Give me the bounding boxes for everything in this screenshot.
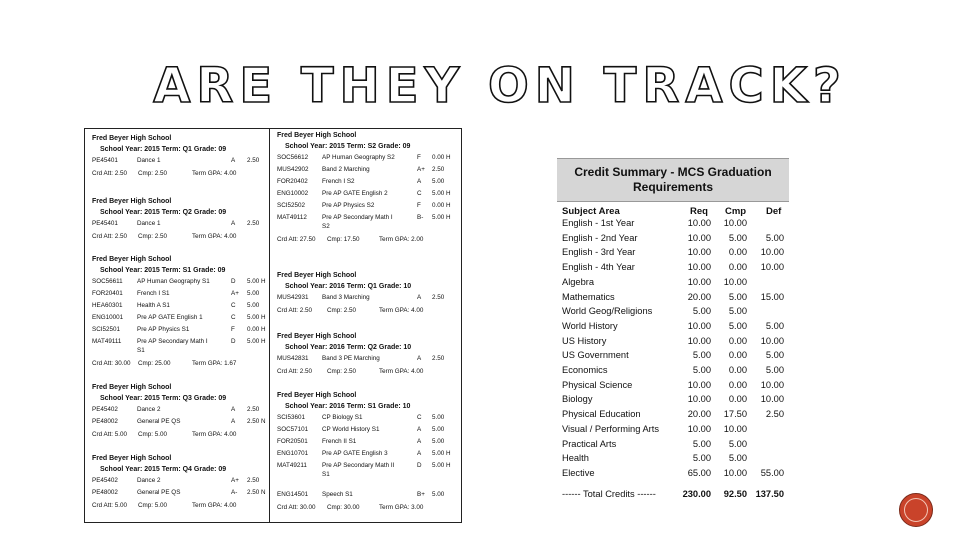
- course-code: FOR20402: [277, 178, 308, 185]
- course-row: [92, 303, 268, 311]
- col-header-req: Req: [690, 206, 708, 217]
- course-grade: A: [417, 438, 422, 445]
- term-heading: School Year: 2015 Term: S2 Grade: 09: [285, 143, 411, 150]
- course-name: Pre AP Secondary Math II: [322, 462, 395, 469]
- course-name: Dance 2: [137, 406, 161, 413]
- course-credits: 5.00 H: [432, 190, 451, 197]
- school-name: Fred Beyer High School: [92, 256, 172, 263]
- credits-completed: Cmp: 2.50: [327, 307, 357, 314]
- course-code: SCI52501: [92, 326, 121, 333]
- credits-attempted: Crd Att: 5.00: [92, 431, 128, 438]
- course-name: Band 3 PE Marching: [322, 355, 380, 362]
- subject-area: Physical Science: [562, 379, 633, 390]
- deficit-credits: 15.00: [760, 291, 784, 302]
- course-row: [277, 295, 460, 303]
- credits-completed: Cmp: 5.00: [138, 431, 168, 438]
- completed-credits: 5.00: [728, 291, 747, 302]
- course-grade: A: [417, 294, 422, 301]
- credits-attempted: Crd Att: 2.50: [277, 368, 313, 375]
- course-name: Dance 1: [137, 220, 161, 227]
- course-name: Pre AP Physics S1: [137, 326, 190, 333]
- course-row-continued: [277, 224, 460, 232]
- total-label: ------ Total Credits ------: [562, 488, 656, 499]
- course-name-continued: S1: [137, 347, 145, 354]
- subject-area: Mathematics: [562, 291, 615, 302]
- completed-credits: 17.50: [723, 409, 747, 420]
- course-grade: A-: [231, 489, 238, 496]
- completed-credits: 0.00: [728, 335, 747, 346]
- credit-summary-title: Credit Summary - MCS Graduation: [574, 165, 772, 179]
- course-credits: 5.00: [432, 414, 445, 421]
- deficit-credits: 10.00: [760, 394, 784, 405]
- credit-row: [562, 262, 788, 277]
- credit-total-row: [562, 489, 788, 504]
- required-credits: 20.00: [687, 291, 711, 302]
- course-code: MAT49111: [92, 338, 122, 345]
- required-credits: 10.00: [687, 320, 711, 331]
- credit-summary-header: [557, 158, 789, 202]
- deficit-credits: 10.00: [760, 262, 784, 273]
- required-credits: 10.00: [687, 262, 711, 273]
- credit-row: [562, 468, 788, 483]
- required-credits: 10.00: [687, 394, 711, 405]
- course-name: Speech S1: [322, 491, 353, 498]
- course-code: FOR20501: [277, 438, 308, 445]
- course-name: Pre AP GATE English 1: [137, 314, 203, 321]
- term-heading: School Year: 2016 Term: S1 Grade: 10: [285, 403, 411, 410]
- course-row: [92, 478, 268, 486]
- course-name: AP Human Geography S1: [137, 278, 210, 285]
- course-row: [92, 327, 268, 335]
- course-code: MUS42902: [277, 166, 309, 173]
- course-code: ENG10001: [92, 314, 124, 321]
- course-name: Pre AP Physics S2: [322, 202, 375, 209]
- course-code: PE45401: [92, 220, 118, 227]
- school-name: Fred Beyer High School: [92, 135, 172, 142]
- completed-credits: 0.00: [728, 365, 747, 375]
- credits-attempted: Crd Att: 30.00: [277, 504, 316, 511]
- course-grade: A: [231, 157, 236, 164]
- required-credits: 20.00: [687, 409, 711, 420]
- course-row: [277, 451, 460, 459]
- course-row: [92, 315, 268, 323]
- required-credits: 5.00: [692, 306, 711, 317]
- credit-row: [562, 380, 788, 395]
- credit-row: [562, 247, 788, 262]
- required-credits: 5.00: [692, 453, 711, 464]
- term-gpa: Term GPA: 3.00: [379, 504, 424, 511]
- course-credits: 2.50: [432, 294, 445, 301]
- term-gpa: Term GPA: 2.00: [379, 236, 424, 243]
- course-name: CP Biology S1: [322, 414, 363, 421]
- credit-row: [562, 306, 788, 321]
- required-credits: 10.00: [687, 335, 711, 346]
- course-code: ENG14501: [277, 491, 309, 498]
- course-row: [92, 221, 268, 229]
- required-credits: 10.00: [687, 247, 711, 258]
- total-required: 230.00: [682, 488, 711, 499]
- course-grade: B-: [417, 214, 424, 221]
- course-credits: 2.50 N: [247, 489, 266, 496]
- credits-attempted: Crd Att: 30.00: [92, 360, 131, 367]
- completed-credits: 10.00: [723, 467, 747, 478]
- course-grade: A+: [231, 290, 239, 297]
- total-deficit: 137.50: [755, 488, 784, 499]
- course-row: [92, 158, 268, 166]
- page-title: ARE THEY ON TRACK?: [153, 58, 847, 114]
- course-credits: 5.00 H: [247, 278, 266, 285]
- course-grade: A: [231, 406, 236, 413]
- required-credits: 10.00: [687, 232, 711, 243]
- course-credits: 2.50: [247, 157, 260, 164]
- course-row: [277, 427, 460, 435]
- school-name: Fred Beyer High School: [277, 392, 357, 399]
- credit-row: [562, 336, 788, 351]
- course-row-continued: [277, 472, 460, 480]
- col-header-cmp: Cmp: [725, 206, 747, 217]
- credit-summary-subtitle: Requirements: [632, 180, 714, 194]
- course-code: PE45401: [92, 157, 118, 164]
- completed-credits: 5.00: [728, 232, 747, 243]
- completed-credits: 0.00: [728, 394, 747, 405]
- subject-area: English - 1st Year: [562, 218, 635, 228]
- credits-attempted: Crd Att: 27.50: [277, 236, 316, 243]
- col-header-def: Def: [766, 206, 782, 217]
- credits-completed: Cmp: 17.50: [327, 236, 360, 243]
- course-credits: 5.00: [247, 290, 260, 297]
- credit-row: [562, 321, 788, 336]
- credits-completed: Cmp: 30.00: [327, 504, 360, 511]
- credits-attempted: Crd Att: 2.50: [92, 170, 128, 177]
- credits-attempted: Crd Att: 2.50: [277, 307, 313, 314]
- term-gpa: Term GPA: 4.00: [379, 368, 424, 375]
- course-grade: A: [231, 418, 236, 425]
- course-grade: C: [417, 190, 422, 197]
- course-name: Band 3 Marching: [322, 294, 370, 301]
- required-credits: 10.00: [687, 423, 711, 434]
- term-gpa: Term GPA: 4.00: [192, 170, 237, 177]
- term-gpa: Term GPA: 4.00: [379, 307, 424, 314]
- term-gpa: Term GPA: 4.00: [192, 233, 237, 240]
- subject-area: Visual / Performing Arts: [562, 423, 659, 434]
- course-grade: A: [417, 178, 422, 185]
- completed-credits: 0.00: [728, 350, 747, 361]
- course-row: [277, 179, 460, 187]
- subject-area: World Geog/Religions: [562, 306, 653, 317]
- course-row: [277, 191, 460, 199]
- completed-credits: 5.00: [728, 438, 747, 449]
- course-code: FOR20401: [92, 290, 123, 297]
- required-credits: 10.00: [687, 218, 711, 228]
- school-name: Fred Beyer High School: [92, 198, 172, 205]
- school-name: Fred Beyer High School: [92, 384, 172, 391]
- course-code: SCI52502: [277, 202, 306, 209]
- credits-completed: Cmp: 2.50: [138, 233, 168, 240]
- course-code: ENG10002: [277, 190, 309, 197]
- term-heading: School Year: 2015 Term: Q4 Grade: 09: [100, 466, 227, 473]
- course-credits: 5.00: [432, 178, 445, 185]
- course-credits: 0.00 H: [432, 202, 451, 209]
- term-heading: School Year: 2015 Term: Q3 Grade: 09: [100, 395, 227, 402]
- course-credits: 2.50: [247, 220, 260, 227]
- course-grade: D: [417, 462, 422, 469]
- course-credits: 5.00 H: [432, 214, 451, 221]
- credit-row: [562, 292, 788, 307]
- deficit-credits: 10.00: [760, 247, 784, 258]
- deficit-credits: 5.00: [765, 350, 784, 361]
- credit-row: [562, 277, 788, 292]
- credits-attempted: Crd Att: 5.00: [92, 502, 128, 509]
- subject-area: Practical Arts: [562, 438, 617, 449]
- course-code: SOC57101: [277, 426, 309, 433]
- course-row: [277, 167, 460, 175]
- course-row: [92, 339, 268, 347]
- course-name: Dance 1: [137, 157, 161, 164]
- credit-row: [562, 233, 788, 248]
- course-credits: 5.00: [247, 302, 260, 309]
- course-grade: A+: [231, 477, 239, 484]
- course-credits: 2.50: [432, 166, 445, 173]
- completed-credits: 0.00: [728, 247, 747, 258]
- course-code: ENG10701: [277, 450, 309, 457]
- required-credits: 10.00: [687, 379, 711, 390]
- school-name: Fred Beyer High School: [277, 272, 357, 279]
- course-name: French II S1: [322, 438, 357, 445]
- course-grade: F: [231, 326, 235, 333]
- course-name: French I S2: [322, 178, 355, 185]
- course-name: Pre AP GATE English 3: [322, 450, 388, 457]
- credit-row: [562, 453, 788, 468]
- col-header-subject: Subject Area: [562, 206, 620, 217]
- course-credits: 5.00 H: [432, 462, 451, 469]
- subject-area: US History: [562, 335, 607, 346]
- course-credits: 5.00 H: [247, 314, 266, 321]
- course-name: Dance 2: [137, 477, 161, 484]
- required-credits: 5.00: [692, 438, 711, 449]
- course-grade: D: [231, 278, 236, 285]
- credits-completed: Cmp: 2.50: [138, 170, 168, 177]
- subject-area: US Government: [562, 350, 629, 361]
- subject-area: English - 3rd Year: [562, 247, 636, 258]
- credits-completed: Cmp: 25.00: [138, 360, 171, 367]
- transcript-document: [84, 128, 462, 523]
- course-row: [92, 490, 268, 498]
- term-gpa: Term GPA: 4.00: [192, 502, 237, 509]
- subject-area: Elective: [562, 467, 595, 478]
- course-grade: A: [231, 220, 236, 227]
- course-row: [277, 492, 460, 500]
- subject-area: English - 2nd Year: [562, 232, 638, 243]
- term-gpa: Term GPA: 4.00: [192, 431, 237, 438]
- total-completed: 92.50: [723, 488, 747, 499]
- course-name: Pre AP GATE English 2: [322, 190, 388, 197]
- school-seal-icon: [899, 493, 933, 527]
- course-grade: A: [417, 355, 422, 362]
- course-name: Pre AP Secondary Math I: [137, 338, 208, 345]
- course-name: General PE QS: [137, 418, 181, 425]
- course-grade: F: [417, 154, 421, 161]
- term-heading: School Year: 2016 Term: Q2 Grade: 10: [285, 344, 412, 351]
- credits-completed: Cmp: 5.00: [138, 502, 168, 509]
- course-row: [92, 419, 268, 427]
- course-credits: 5.00 H: [432, 450, 451, 457]
- course-code: HEA60301: [92, 302, 123, 309]
- course-name: Health A S1: [137, 302, 170, 309]
- course-credits: 2.50 N: [247, 418, 266, 425]
- course-grade: A: [417, 450, 422, 457]
- course-name-continued: S1: [322, 471, 330, 478]
- term-heading: School Year: 2015 Term: S1 Grade: 09: [100, 267, 226, 274]
- course-credits: 5.00 H: [247, 338, 266, 345]
- course-row: [277, 203, 460, 211]
- credit-row: [562, 365, 788, 380]
- course-grade: B+: [417, 491, 425, 498]
- completed-credits: 0.00: [728, 262, 747, 273]
- course-code: MAT49211: [277, 462, 307, 469]
- deficit-credits: 2.50: [765, 409, 784, 420]
- course-credits: 2.50: [247, 406, 260, 413]
- course-row: [92, 407, 268, 415]
- course-credits: 2.50: [247, 477, 260, 484]
- completed-credits: 10.00: [723, 276, 747, 287]
- subject-area: World History: [562, 320, 618, 331]
- deficit-credits: 5.00: [765, 232, 784, 243]
- course-name: Band 2 Marching: [322, 166, 370, 173]
- school-name: Fred Beyer High School: [92, 455, 172, 462]
- course-grade: C: [231, 302, 236, 309]
- subject-area: Algebra: [562, 276, 595, 287]
- course-code: PE45402: [92, 406, 118, 413]
- completed-credits: 10.00: [723, 218, 747, 228]
- course-credits: 2.50: [432, 355, 445, 362]
- deficit-credits: 5.00: [765, 320, 784, 331]
- completed-credits: 5.00: [728, 306, 747, 317]
- credit-row: [562, 350, 788, 365]
- deficit-credits: 10.00: [760, 379, 784, 390]
- course-credits: 0.00 H: [432, 154, 451, 161]
- course-row: [92, 291, 268, 299]
- credit-row: [562, 424, 788, 439]
- deficit-credits: 10.00: [760, 335, 784, 346]
- course-name: Pre AP Secondary Math I: [322, 214, 393, 221]
- course-grade: A+: [417, 166, 425, 173]
- term-heading: School Year: 2016 Term: Q1 Grade: 10: [285, 283, 412, 290]
- course-grade: C: [231, 314, 236, 321]
- term-heading: School Year: 2015 Term: Q2 Grade: 09: [100, 209, 227, 216]
- completed-credits: 5.00: [728, 453, 747, 464]
- course-row: [92, 279, 268, 287]
- course-credits: 5.00: [432, 491, 445, 498]
- course-code: SCI53601: [277, 414, 306, 421]
- course-name: French I S1: [137, 290, 170, 297]
- credit-summary-table: [557, 158, 789, 510]
- completed-credits: 5.00: [728, 320, 747, 331]
- course-credits: 5.00: [432, 438, 445, 445]
- course-grade: C: [417, 414, 422, 421]
- course-grade: D: [231, 338, 236, 345]
- subject-area: Physical Education: [562, 409, 641, 420]
- course-row: [277, 356, 460, 364]
- credit-row: [562, 409, 788, 424]
- transcript-column-left: [85, 129, 270, 522]
- course-grade: F: [417, 202, 421, 209]
- course-code: SOC56611: [92, 278, 123, 285]
- course-code: MAT49112: [277, 214, 307, 221]
- transcript-column-right: [270, 129, 461, 522]
- deficit-credits: 55.00: [760, 467, 784, 478]
- course-row: [277, 155, 460, 163]
- course-row-continued: [92, 348, 268, 356]
- course-name: CP World History S1: [322, 426, 380, 433]
- subject-area: Biology: [562, 394, 593, 405]
- course-credits: 5.00: [432, 426, 445, 433]
- course-code: PE45402: [92, 477, 118, 484]
- course-code: MUS42931: [277, 294, 309, 301]
- credits-attempted: Crd Att: 2.50: [92, 233, 128, 240]
- term-heading: School Year: 2015 Term: Q1 Grade: 09: [100, 146, 227, 153]
- deficit-credits: 5.00: [765, 365, 784, 375]
- subject-area: Economics: [562, 365, 608, 375]
- course-credits: 0.00 H: [247, 326, 266, 333]
- completed-credits: 0.00: [728, 379, 747, 390]
- required-credits: 5.00: [692, 365, 711, 375]
- course-row: [277, 415, 460, 423]
- subject-area: English - 4th Year: [562, 262, 635, 273]
- course-code: SOC56612: [277, 154, 309, 161]
- course-name: AP Human Geography S2: [322, 154, 395, 161]
- required-credits: 5.00: [692, 350, 711, 361]
- credit-row: [562, 439, 788, 454]
- credit-row: [562, 394, 788, 409]
- credit-row: [562, 218, 788, 233]
- course-row: [277, 215, 460, 223]
- course-name: General PE QS: [137, 489, 181, 496]
- required-credits: 65.00: [687, 467, 711, 478]
- term-gpa: Term GPA: 1.67: [192, 360, 237, 367]
- course-row: [277, 439, 460, 447]
- course-code: PE48002: [92, 489, 118, 496]
- course-grade: A: [417, 426, 422, 433]
- course-name-continued: S2: [322, 223, 330, 230]
- school-name: Fred Beyer High School: [277, 132, 357, 139]
- required-credits: 10.00: [687, 276, 711, 287]
- course-code: PE48002: [92, 418, 118, 425]
- completed-credits: 10.00: [723, 423, 747, 434]
- school-name: Fred Beyer High School: [277, 333, 357, 340]
- course-code: MUS42831: [277, 355, 309, 362]
- subject-area: Health: [562, 453, 589, 464]
- credits-completed: Cmp: 2.50: [327, 368, 357, 375]
- course-row: [277, 463, 460, 471]
